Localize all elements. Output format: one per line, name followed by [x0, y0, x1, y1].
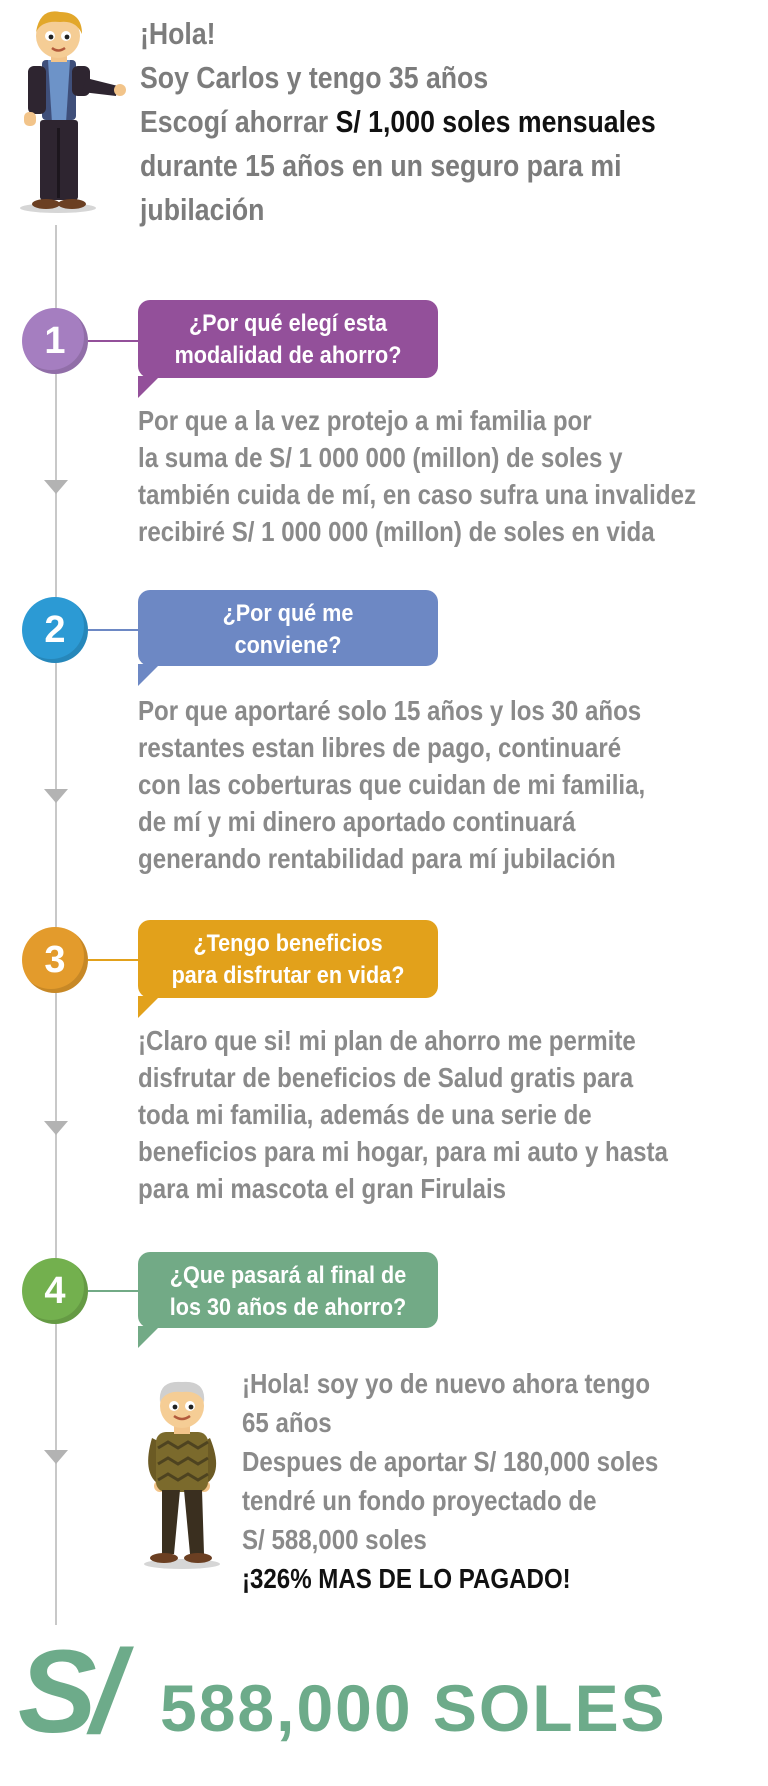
step-3-connector [88, 959, 138, 961]
step-3-question-line: ¿Tengo beneficios [193, 930, 383, 957]
answer-line: de mí y mi dinero aportado continuará [138, 806, 576, 837]
answer-line: disfrutar de beneficios de Salud gratis para [138, 1062, 634, 1093]
final-line: 65 años [242, 1407, 332, 1438]
step-4-circle: 4 [22, 1258, 88, 1324]
step-4-question-line: los 30 años de ahorro? [169, 1294, 407, 1321]
total-amount: 588,000 SOLES [160, 1671, 667, 1745]
final-line: Despues de aportar S/ 180,000 soles [242, 1446, 659, 1477]
step-4-question-line: ¿Que pasará al final de [169, 1262, 407, 1289]
timeline-arrow [44, 480, 68, 494]
old-man-illustration [132, 1372, 232, 1572]
step-1-answer [138, 402, 697, 550]
step-2-bubble-tail [138, 664, 160, 686]
intro-line: ¡Hola! [140, 16, 216, 51]
intro-line: durante 15 años en un seguro para mi [140, 148, 622, 183]
step-1-connector [88, 340, 138, 342]
step-2-answer [138, 692, 688, 877]
step-1-circle: 1 [22, 308, 88, 374]
answer-line: Por que aportaré solo 15 años y los 30 años [138, 695, 642, 726]
timeline-arrow [44, 1121, 68, 1135]
step-2-question-line: ¿Por qué me [222, 600, 354, 627]
answer-line: para mi mascota el gran Firulais [138, 1173, 507, 1204]
step-4-connector [88, 1290, 138, 1292]
intro-line: Soy Carlos y tengo 35 años [140, 60, 489, 95]
final-line: ¡Hola! soy yo de nuevo ahora tengo [242, 1368, 651, 1399]
final-line: S/ 588,000 soles [242, 1524, 427, 1555]
step-1-question-line: ¿Por qué elegí esta [188, 310, 388, 337]
answer-line: la suma de S/ 1 000 000 (millon) de soles y [138, 442, 623, 473]
intro-line: jubilación [140, 192, 265, 227]
step-2-circle: 2 [22, 597, 88, 663]
intro-monthly-amount: S/ 1,000 soles mensuales [335, 104, 656, 139]
answer-line: con las coberturas que cuidan de mi familia, [138, 769, 646, 800]
answer-line: restantes estan libres de pago, continuaré [138, 732, 622, 763]
timeline-line [55, 225, 57, 1625]
timeline-arrow [44, 789, 68, 803]
answer-line: Por que a la vez protejo a mi familia por [138, 405, 592, 436]
intro-line-prefix: Escogí ahorrar [140, 104, 336, 139]
step-4-question-bubble [138, 1252, 438, 1328]
step-4-bubble-tail [138, 1326, 160, 1348]
answer-line: beneficios para mi hogar, para mi auto y hasta [138, 1136, 668, 1167]
step-3-question-bubble [138, 920, 438, 998]
final-text [242, 1364, 724, 1598]
answer-line: ¡Claro que si! mi plan de ahorro me permite [138, 1025, 636, 1056]
step-1-question-bubble [138, 300, 438, 378]
intro-line [140, 100, 673, 144]
final-line: tendré un fondo proyectado de [242, 1485, 597, 1516]
answer-line: también cuida de mí, en caso sufra una invalidez [138, 479, 697, 510]
step-3-circle: 3 [22, 927, 88, 993]
answer-line: generando rentabilidad para mí jubilación [138, 843, 616, 874]
step-1-question-line: modalidad de ahorro? [174, 342, 402, 369]
step-2-question-line: conviene? [234, 632, 342, 659]
intro-text [140, 12, 673, 232]
step-3-answer [138, 1022, 688, 1207]
step-3-question-line: para disfrutar en vida? [171, 962, 405, 989]
step-2-question-bubble [138, 590, 438, 666]
timeline-arrow [44, 1450, 68, 1464]
answer-line: toda mi familia, además de una serie de [138, 1099, 592, 1130]
answer-line: recibiré S/ 1 000 000 (millon) de soles en vida [138, 516, 655, 547]
final-highlight: ¡326% MAS DE LO PAGADO! [242, 1563, 571, 1594]
currency-symbol: S/ [18, 1626, 118, 1758]
step-3-bubble-tail [138, 996, 160, 1018]
young-man-illustration [10, 8, 130, 218]
step-1-bubble-tail [138, 376, 160, 398]
step-2-connector [88, 629, 138, 631]
